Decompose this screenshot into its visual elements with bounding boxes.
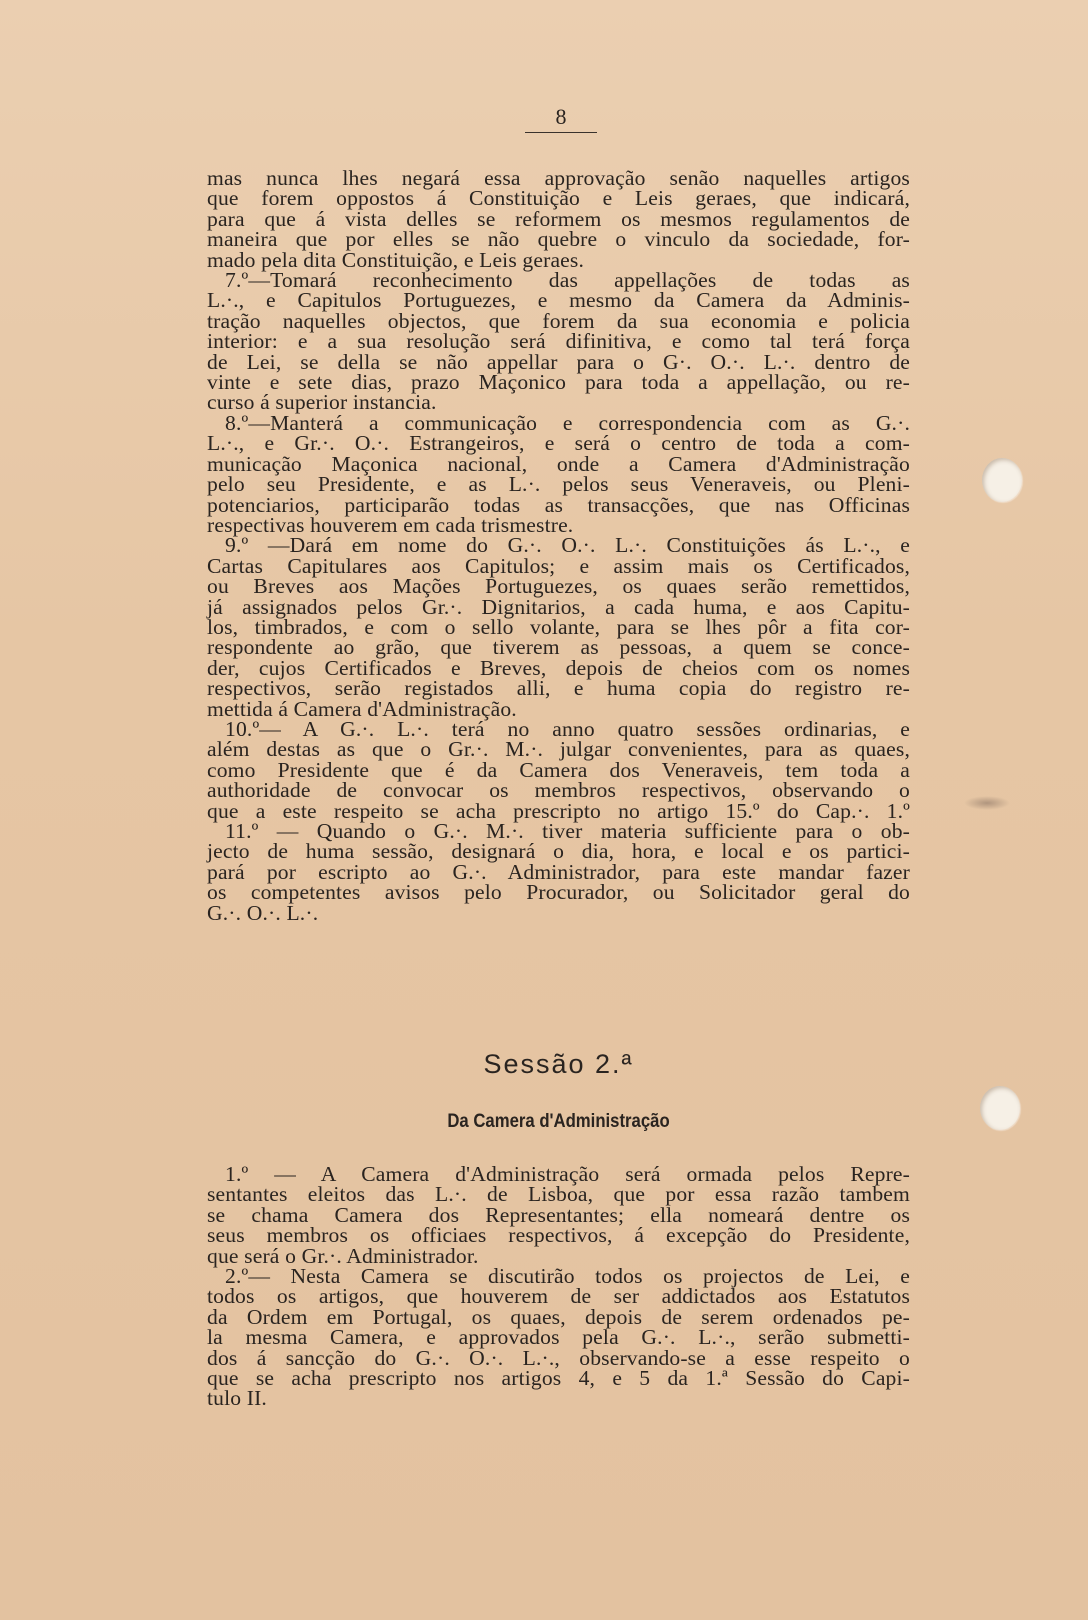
text-line: como Presidente que é da Camera dos Veneraveis, tem toda a [207,757,910,782]
text-line: mado pela dita Constituição, e Leis geraes. [207,247,585,272]
page-number: 8 [525,104,597,133]
text-line: já assignados pelos Gr.·. Dignitarios, a cada huma, e aos Capitu- [207,594,910,619]
text-line: jecto de huma sessão, designará o dia, hora, e local e os partici- [207,839,910,864]
text-line: Cartas Capitulares aos Capitulos; e assim mais os Certificados, [207,553,910,578]
text-line: se chama Camera dos Representantes; ella nomeará dentre os [207,1202,910,1227]
text-line: para que á vista delles se reformem os mesmos regulamentos de [207,206,910,231]
text-line: os competentes avisos pelo Procurador, ou Solicitador geral do [207,880,910,905]
paper-stain [964,796,1010,810]
text-line: que se acha prescripto nos artigos 4, e 5 da 1.ª Sessão do Capi- [207,1366,910,1391]
section-subtitle: Da Camera d'Administração [447,1111,670,1132]
text-line: tulo II. [207,1386,267,1411]
text-line: 11.º — Quando o G.·. M.·. tiver materia sufficiente para o ob- [225,819,910,843]
text-line: municação Maçonica nacional, onde a Camera d'Administração [207,451,910,476]
text-line: todos os artigos, que houverem de ser addictados aos Estatutos [207,1284,910,1309]
text-line: der, cujos Certificados e Breves, depois de cheios com os nomes [207,655,910,680]
punch-hole [982,458,1022,502]
text-line: L.·., e Gr.·. O.·. Estrangeiros, e será o centro de toda a com- [207,431,910,456]
text-line: 1.º — A Camera d'Administração será ormada pelos Repre- [225,1162,910,1186]
text-line: mas nunca lhes negará essa approvação senão naquelles artigos [207,166,910,190]
text-line: L.·., e Capitulos Portuguezes, e mesmo da Camera da Adminis- [207,288,910,313]
text-line: potenciarios, participarão todas as transacções, que nas Officinas [207,492,910,517]
text-line: los, timbrados, e com o sello volante, para se lhes pôr a fita cor- [207,614,910,639]
text-block-2 [207,1164,910,1409]
text-line: tração naquelles objectos, que forem da sua economia e policia [207,308,910,333]
text-line: da Ordem em Portugal, os quaes, depois de serem ordenados pe- [207,1304,910,1329]
text-line: 7.º—Tomará reconhecimento das appellações de todas as [225,268,910,293]
section-title: Sessão 2.ª [483,1049,634,1079]
text-line: sentantes eleitos das L.·. de Lisboa, que por essa razão tambem [207,1182,910,1207]
text-line: além destas as que o Gr.·. M.·. julgar convenientes, para as quaes, [207,737,910,762]
text-line: de Lei, se della se não appellar para o G·. O.·. L.·. dentro de [207,349,910,374]
text-line: ou Breves aos Mações Portuguezes, os quaes serão remettidos, [207,574,910,599]
text-line: que forem oppostos á Constituição e Leis geraes, que indicará, [207,186,910,211]
text-line: authoridade de convocar os membros respectivos, observando o [207,778,910,803]
text-line: curso á superior instancia. [207,390,437,415]
text-line: respectivos, serão registados alli, e huma copia do registro re- [207,676,910,701]
text-line: respectivas houverem em cada trismestre. [207,512,574,537]
text-line: pará por escripto ao G.·. Administrador, para este mandar fazer [207,859,910,884]
text-line: maneira que por elles se não quebre o vinculo da sociedade, for- [207,227,910,252]
punch-hole [980,1086,1020,1130]
text-line: G.·. O.·. L.·. [207,900,319,925]
text-line: la mesma Camera, e approvados pela G.·. L.·., serão submetti- [207,1325,910,1350]
text-line: vinte e sete dias, prazo Maçonico para toda a appellação, ou re- [207,370,910,395]
text-line: 10.º— A G.·. L.·. terá no anno quatro sessões ordinarias, e [225,716,910,741]
text-line: que será o Gr.·. Administrador. [207,1243,479,1268]
text-line: que a este respeito se acha prescripto no artigo 15.º do Cap.·. 1.º [207,798,910,823]
text-line: seus membros os officiaes respectivos, á excepção do Presidente, [207,1223,910,1248]
text-line: dos á sancção do G.·. O.·. L.·., observando-se a esse respeito o [207,1345,910,1370]
text-line: 9.º —Dará em nome do G.·. O.·. L.·. Constituições ás L.·., e [225,533,910,558]
text-line: pelo seu Presidente, e as L.·. pelos seus Veneraveis, ou Pleni- [207,472,910,497]
text-line: mettida á Camera d'Administração. [207,696,517,721]
text-line: 2.º— Nesta Camera se discutirão todos os projectos de Lei, e [225,1264,910,1289]
text-line: interior: e a sua resolução será difinitiva, e como tal terá força [207,329,910,354]
text-block-1 [207,168,910,923]
text-line: respondente ao grão, que tiverem as pessoas, a quem se conce- [207,635,910,660]
text-line: 8.º—Manterá a communicação e correspondencia com as G.·. [225,410,910,435]
